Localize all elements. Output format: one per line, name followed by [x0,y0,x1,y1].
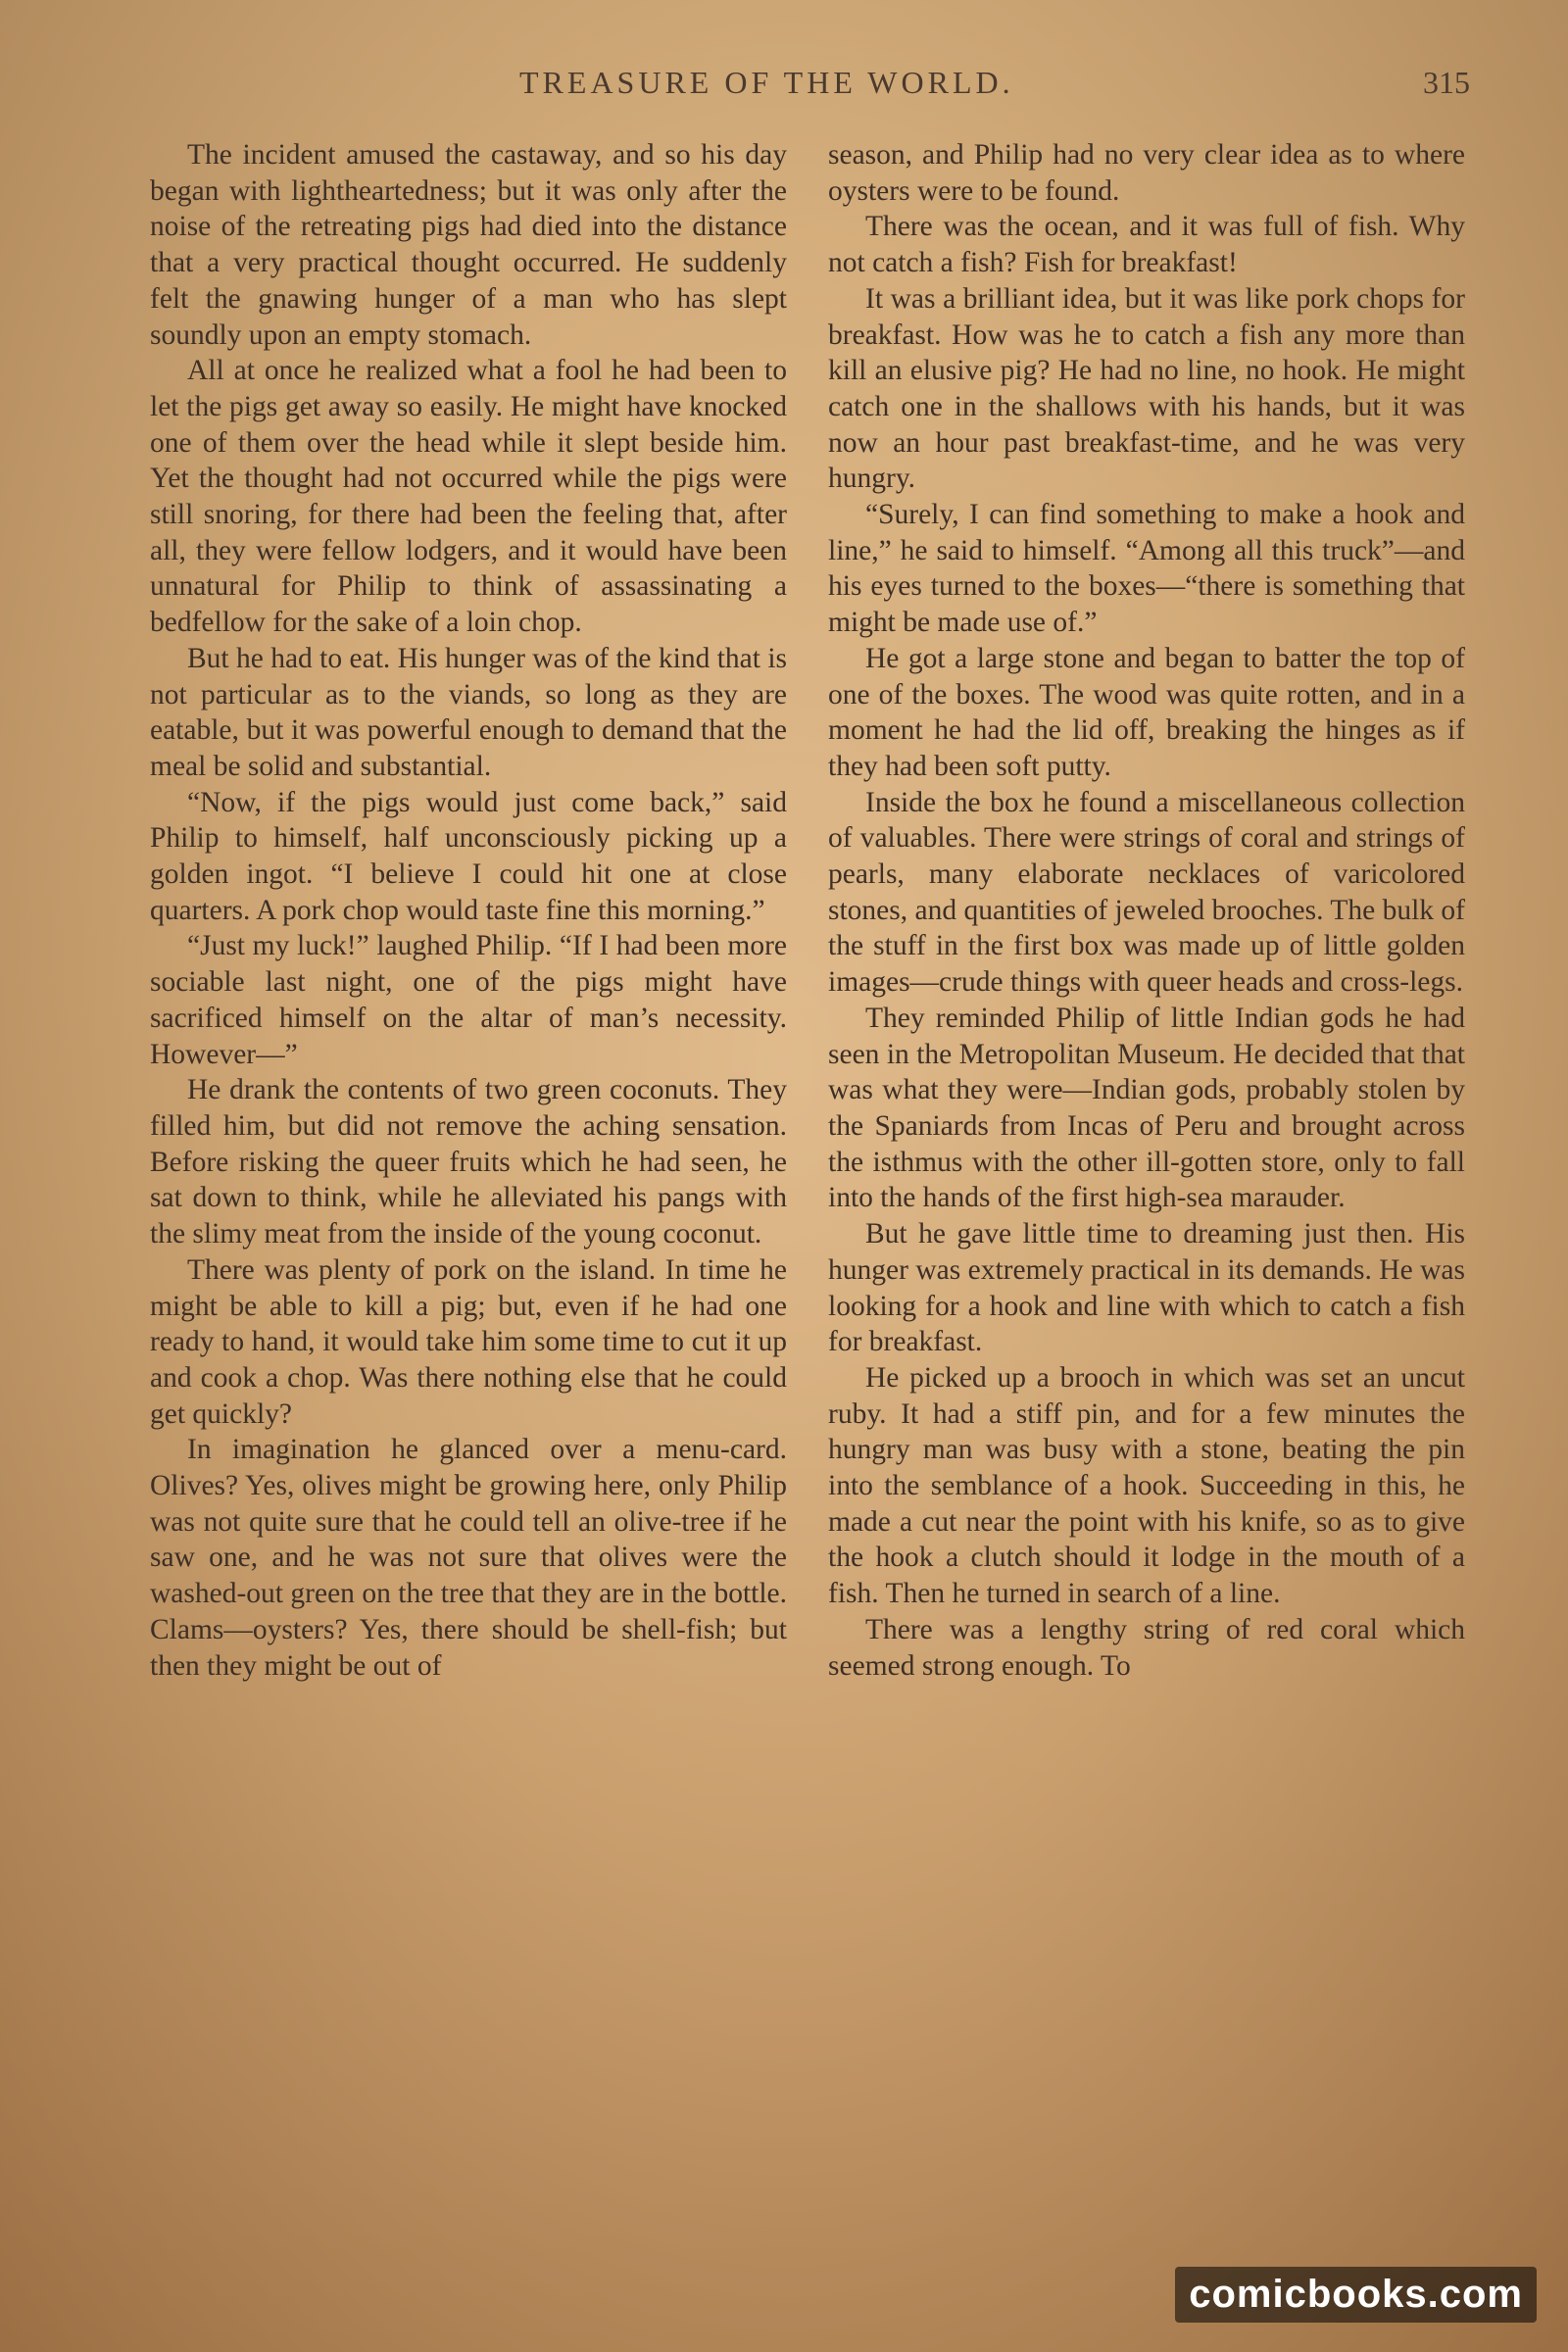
paragraph: In imagination he glanced over a menu-card. Olives? Yes, olives might be growing here, only Philip was not quite sure that he could tell an olive-tree if he saw one, and he was not sure that olives were the washed-out green on the tree that they are in the bottle. Clams—oysters? Yes, there should be shell-fish; but then they might be out of [150,1434,787,1682]
page-number: 315 [1423,65,1470,100]
paragraph-continuation: season, and Philip had no very clear idea as to where oysters were to be found. [828,139,1465,207]
source-watermark: comicbooks.com [1175,2267,1537,2323]
right-column [828,137,1465,1684]
paragraph: Inside the box he found a miscellaneous collection of valuables. There were strings of coral and strings of pearls, many elaborate necklaces of varicolored stones, and quantities of jeweled brooches. The bulk of the stuff in the first box was made up of little golden images—crude things with queer heads and cross-legs. [828,786,1465,999]
paragraph: But he had to eat. His hunger was of the kind that is not particular as to the viands, so long as they are eatable, but it was powerful enough to demand that the meal be solid and substantial. [150,642,788,782]
paragraph: There was plenty of pork on the island. In time he might be able to kill a pig; but, even if he had one ready to hand, it would take him some time to cut it up and cook a chop. Was there nothing else that he could get quickly? [150,1253,787,1430]
paragraph: But he gave little time to dreaming just then. His hunger was extremely practical in its demands. He was looking for a hook and line with which to catch a fish for breakfast. [828,1218,1465,1358]
paragraph: “Surely, I can find something to make a hook and line,” he said to himself. “Among all this truck”—and his eyes turned to the boxes—“there is something that might be made use of.” [828,499,1465,639]
paragraph: He got a large stone and began to batter the top of one of the boxes. The wood was quite rotten, and in a moment he had the lid off, breaking the hinges as if they had been soft putty. [828,642,1465,782]
left-column [150,137,787,1684]
paragraph: There was a lengthy string of red coral which seemed strong enough. To [828,1613,1465,1682]
paragraph: There was the ocean, and it was full of fish. Why not catch a fish? Fish for breakfast! [828,211,1465,279]
paragraph: All at once he realized what a fool he had been to let the pigs get away so easily. He might have knocked one of them over the head while it slept beside him. Yet the thought had not occurred while the pigs were still snoring, for there had been the feeling that, after all, they were fellow lodgers, and it would have been unnatural for Philip to think of assassinating a bedfellow for the sake of a loin chop. [150,355,787,639]
paragraph: They reminded Philip of little Indian gods he had seen in the Metropolitan Museum. He decided that that was what they were—Indian gods, probably stolen by the Spaniards from Incas of Peru and brought across the isthmus with the other ill-gotten store, only to fall into the hands of the first high-sea marauder. [828,1002,1465,1214]
running-title: TREASURE OF THE WORLD. [519,65,1014,100]
paragraph: He picked up a brooch in which was set an uncut ruby. It had a stiff pin, and for a few minutes the hungry man was busy with a stone, beating the pin into the semblance of a hook. Succeeding in this, he made a cut near the point with his knife, so as to give the hook a clutch should it lodge in the mouth of a fish. Then he turned in search of a line. [828,1361,1465,1610]
paragraph: “Just my luck!” laughed Philip. “If I had been more sociable last night, one of the pigs might have sacrificed himself on the altar of man’s necessity. However—” [150,930,787,1070]
paragraph: It was a brilliant idea, but it was like pork chops for breakfast. How was he to catch a fish any more than kill an elusive pig? He had no line, no hook. He might catch one in the shallows with his hands, but it was now an hour past breakfast-time, and he was very hungry. [828,282,1465,495]
page-header [147,65,1470,114]
paragraph: The incident amused the castaway, and so his day began with lightheartedness; but it was only after the noise of the retreating pigs had died into the distance that a very practical thought occurred. He suddenly felt the gnawing hunger of a man who has slept soundly upon an empty stomach. [150,139,787,351]
paragraph: “Now, if the pigs would just come back,” said Philip to himself, half unconsciously picking up a golden ingot. “I believe I could hit one at close quarters. A pork chop would taste fine this morning.” [150,786,787,926]
paragraph: He drank the contents of two green coconuts. They filled him, but did not remove the aching sensation. Before risking the queer fruits which he had seen, he sat down to think, while he alleviated his pangs with the slimy meat from the inside of the young coconut. [150,1074,787,1250]
